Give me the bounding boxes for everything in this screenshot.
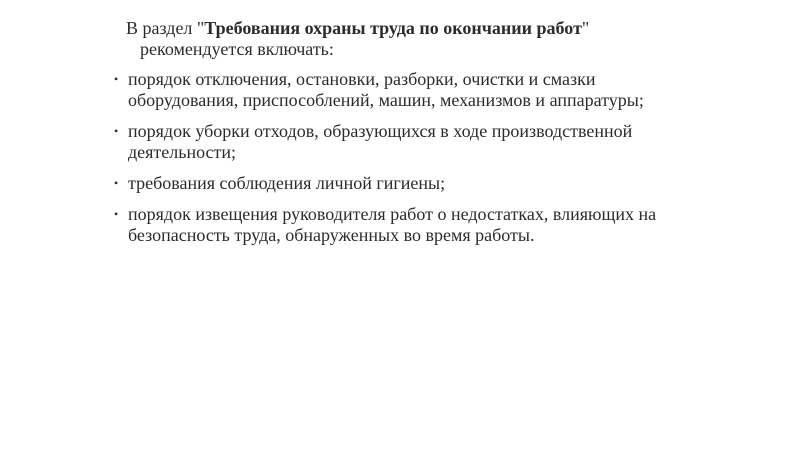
list-item bbox=[114, 121, 686, 163]
list-item bbox=[114, 173, 686, 194]
list-item-text: порядок извещения руководителя работ о недостатках, влияющих на безопасность труда, обнаруженных во время работы. bbox=[128, 204, 657, 245]
intro-prefix: В раздел " bbox=[126, 18, 205, 38]
list-item bbox=[114, 69, 686, 111]
bullet-icon: • bbox=[114, 72, 119, 86]
slide-content bbox=[114, 18, 686, 256]
section-title-bold: Требования охраны труда по окончании работ bbox=[204, 18, 582, 38]
bullet-icon: • bbox=[114, 176, 119, 190]
bullet-icon: • bbox=[114, 207, 119, 221]
intro-paragraph bbox=[126, 18, 686, 60]
list-item-text: порядок отключения, остановки, разборки, очистки и смазки оборудования, приспособлений, машин, механизмов и аппаратуры; bbox=[128, 69, 644, 110]
list-item-text: порядок уборки отходов, образующихся в ходе производственной деятельности; bbox=[128, 121, 633, 162]
bullet-icon: • bbox=[114, 124, 119, 138]
intro-suffix: " рекомендуется включать: bbox=[140, 18, 590, 59]
list-item-text: требования соблюдения личной гигиены; bbox=[128, 173, 446, 193]
requirements-list bbox=[114, 69, 686, 246]
list-item bbox=[114, 204, 686, 246]
